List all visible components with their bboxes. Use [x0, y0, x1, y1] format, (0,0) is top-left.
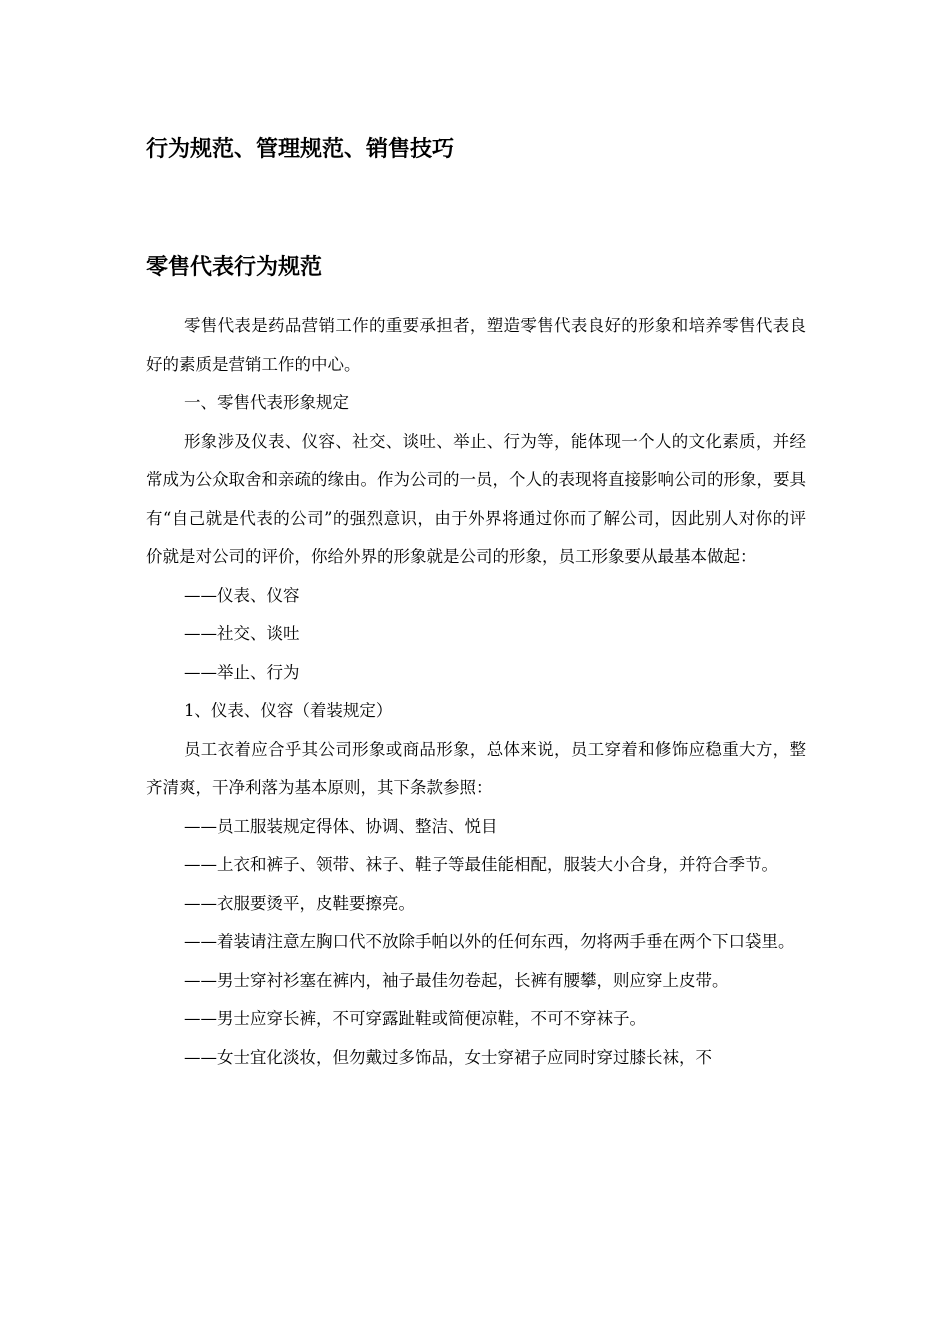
list-item: ——社交、谈吐 [183, 624, 300, 643]
document-body [146, 307, 806, 1077]
body-paragraph: 形象涉及仪表、仪容、社交、谈吐、举止、行为等，能体现一个人的文化素质，并经常成为公众取舍和亲疏的缘由。作为公司的一员，个人的表现将直接影响公司的形象，要具有“自己就是代表的公司”的强烈意识，由于外界将通过你而了解公司，因此别人对你的评价就是对公司的评价，你给外界的形象就是公司的形象，员工形象要从最基本做起： [146, 431, 806, 566]
list-item: ——仪表、仪容 [183, 585, 300, 605]
list-item: ——男士应穿长裤，不可穿露趾鞋或简便凉鞋，不可不穿袜子。 [183, 1009, 646, 1028]
list-item: ——举止、行为 [183, 662, 300, 682]
list-item: ——员工服装规定得体、协调、整洁、悦目 [183, 816, 498, 836]
list-item: ——男士穿衬衫塞在裤内，袖子最佳勿卷起，长裤有腰攀，则应穿上皮带。 [183, 970, 729, 990]
list-item: ——上衣和裤子、领带、袜子、鞋子等最佳能相配，服装大小合身，并符合季节。 [183, 855, 778, 874]
body-paragraph: 员工衣着应合乎其公司形象或商品形象，总体来说，员工穿着和修饰应稳重大方，整齐清爽，干净利落为基本原则，其下条款参照： [146, 739, 806, 797]
list-item: ——衣服要烫平，皮鞋要擦亮。 [183, 893, 415, 913]
body-paragraph: 一、零售代表形象规定 [183, 393, 349, 412]
section-title: 零售代表行为规范 [146, 255, 323, 280]
body-paragraph: 1、仪表、仪容（着装规定） [183, 701, 393, 720]
list-item: ——着装请注意左胸口代不放除手帕以外的任何东西，勿将两手垂在两个下口袋里。 [183, 932, 795, 951]
list-item: ——女士宜化淡妆，但勿戴过多饰品，女士穿裙子应同时穿过膝长袜，不 [183, 1047, 712, 1067]
document-title: 行为规范、管理规范、销售技巧 [146, 137, 455, 162]
body-paragraph: 零售代表是药品营销工作的重要承担者，塑造零售代表良好的形象和培养零售代表良好的素质是营销工作的中心。 [146, 316, 806, 374]
